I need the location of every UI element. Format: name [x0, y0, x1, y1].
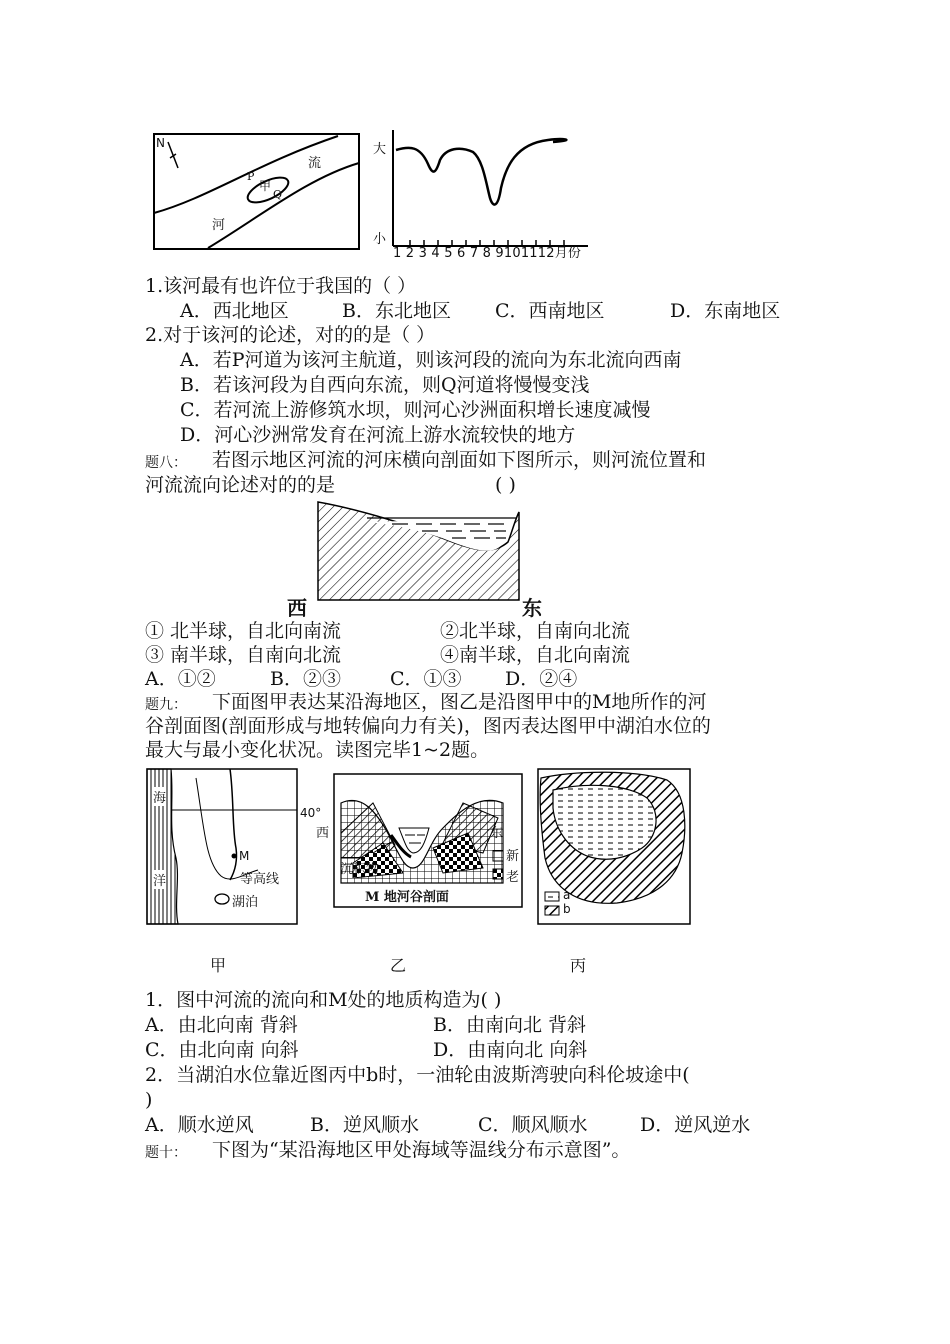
- q8-west-label: 西: [287, 596, 307, 620]
- q9-text-3: 最大与最小变化状况。读图完毕1~2题。: [145, 739, 490, 761]
- yi-new-legend-label: 新: [506, 849, 520, 864]
- river-label-a: 流: [308, 156, 322, 171]
- q8-option-1: ① 北半球，自北向南流: [145, 620, 342, 642]
- q9-1-option-d: D．由南向北 向斜: [433, 1039, 588, 1061]
- q8-choice-b: B．②③: [270, 668, 341, 690]
- q9-1-option-c: C．由北向南 向斜: [145, 1039, 299, 1061]
- q1-option-b: B．东北地区: [342, 300, 451, 322]
- q2-stem: 2.对于该河的论述，对的的是（ ）: [145, 324, 436, 346]
- q8-paren: ( ): [495, 474, 516, 496]
- q10-text: 下图为“某沿海地区甲处海域等温线分布示意图”。: [212, 1139, 631, 1161]
- q9-text-1: 下面图甲表达某沿海地区，图乙是沿图甲中的M地所作的河: [212, 691, 707, 713]
- q1-option-d: D．东南地区: [670, 300, 781, 322]
- bing-legend-a-label: a: [563, 888, 571, 902]
- q9-1-option-b: B．由南向北 背斜: [433, 1014, 587, 1036]
- jia-sea-label: 海: [153, 787, 166, 806]
- q8-choice-d: D．②④: [505, 668, 578, 690]
- q9-1-stem: 1．图中河流的流向和M处的地质构造为( ): [145, 989, 502, 1011]
- bing-legend-b-label: b: [563, 902, 571, 916]
- riverbed-profile-figure: [312, 498, 527, 604]
- q9-2-option-d: D．逆风逆水: [640, 1114, 751, 1136]
- q9-2-stem-end: ): [145, 1089, 153, 1111]
- jia-lake-label: 湖泊: [232, 895, 259, 910]
- caption-jia: 甲: [210, 956, 227, 975]
- q8-option-2: ②北半球，自南向北流: [440, 620, 631, 642]
- yi-title-label: M 地河谷剖面: [365, 890, 449, 905]
- q1-option-a: A．西北地区: [180, 300, 289, 322]
- q8-choice-a: A．①②: [145, 668, 216, 690]
- jia-contour-label: 等高线: [240, 872, 280, 887]
- yi-east-label: 东: [490, 826, 504, 841]
- q8-text-1: 若图示地区河流的河床横向剖面如下图所示，则河流位置和: [212, 449, 707, 471]
- caption-yi: 乙: [390, 956, 407, 975]
- q9-2-option-a: A．顺水逆风: [145, 1114, 254, 1136]
- figure-jia-map: [146, 768, 298, 926]
- q2-option-a: A．若P河道为该河主航道，则该河段的流向为东北流向西南: [180, 349, 682, 371]
- q2-option-c: C．若河流上游修筑水坝，则河心沙洲面积增长速度减慢: [180, 399, 651, 421]
- q9-text-2: 谷剖面图(剖面形成与地转偏向力有关)，图丙表达图甲中湖泊水位的: [145, 715, 711, 737]
- q8-tag: 题八：: [145, 455, 187, 471]
- q8-east-label: 东: [522, 596, 542, 620]
- figure-bing-lake-levels: [537, 768, 692, 926]
- river-label-b: 河: [212, 218, 226, 233]
- yi-west-label: 西: [316, 826, 330, 841]
- q8-option-3: ③ 南半球，自南向北流: [145, 644, 342, 666]
- q1-stem: 1.该河最有也许位于我国的（ ）: [145, 275, 417, 297]
- q9-2-option-b: B．逆风顺水: [310, 1114, 419, 1136]
- graph-month-axis: 1 2 3 4 5 6 7 8 9101112月份: [393, 246, 582, 261]
- q8-option-4: ④南半球，自北向南流: [440, 644, 631, 666]
- caption-bing: 丙: [570, 956, 587, 975]
- q2-option-d: D．河心沙洲常发育在河流上游水流较快的地方: [180, 424, 576, 446]
- graph-high-label: 大: [373, 142, 387, 157]
- q9-2-option-c: C．顺风顺水: [478, 1114, 588, 1136]
- jia-ocean-label: 洋: [153, 870, 166, 889]
- q8-choice-c: C．①③: [390, 668, 462, 690]
- jia-m-label: M: [239, 849, 250, 863]
- q9-1-option-a: A．由北向南 背斜: [145, 1014, 298, 1036]
- jia-latitude-label: 40°: [300, 806, 322, 820]
- island-label: 甲: [259, 179, 272, 193]
- graph-low-label: 小: [373, 232, 387, 247]
- yi-sediment-label: 沉积物: [340, 862, 380, 877]
- yi-old-legend-label: 老: [506, 870, 520, 885]
- q9-tag: 题九：: [145, 697, 187, 713]
- q8-text-2: 河流流向论述对的的是: [145, 474, 336, 496]
- q9-2-stem: 2．当湖泊水位靠近图丙中b时，一油轮由波斯湾驶向科伦坡途中(: [145, 1064, 690, 1086]
- q-channel-label: Q: [273, 188, 283, 201]
- q10-tag: 题十：: [145, 1145, 187, 1161]
- q1-option-c: C．西南地区: [495, 300, 605, 322]
- north-label: N: [156, 136, 165, 150]
- q2-option-b: B．若该河段为自西向东流，则Q河道将慢慢变浅: [180, 374, 590, 396]
- p-channel-label: P: [247, 170, 255, 183]
